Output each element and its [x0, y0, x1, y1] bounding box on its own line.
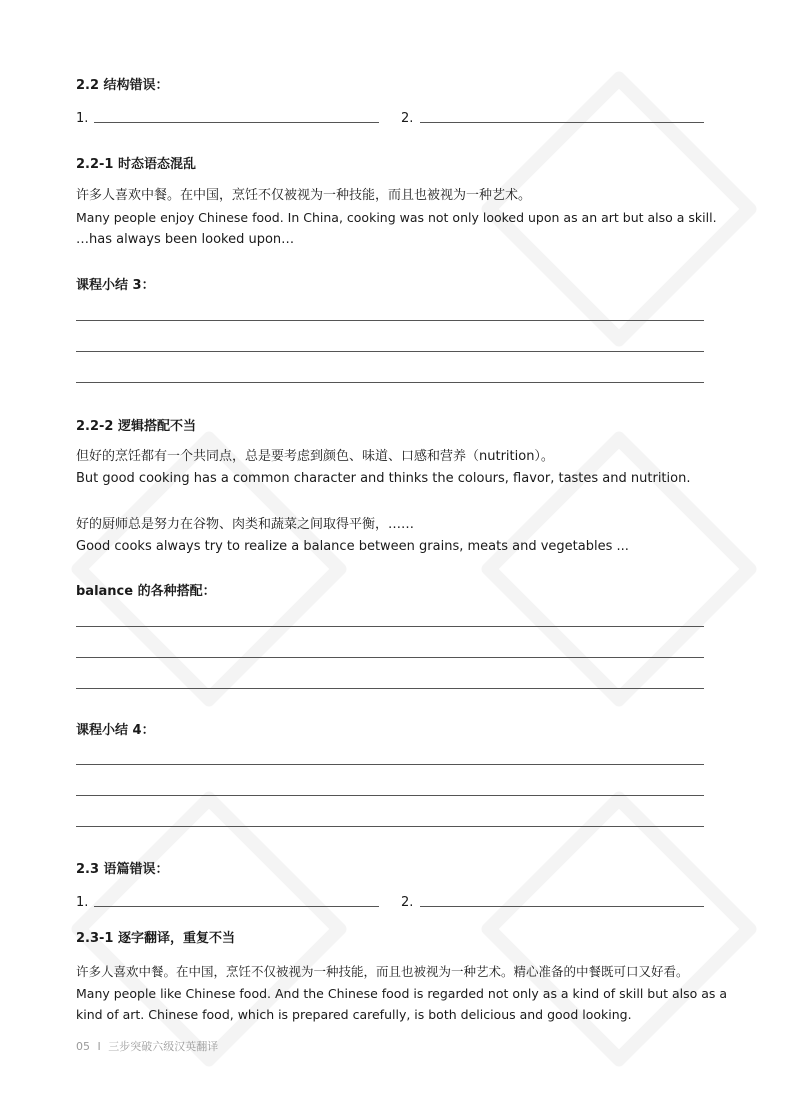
book-title: 三步突破六级汉英翻译	[108, 1040, 219, 1053]
example-english-2: Good cooks always try to realize a balance between grains, meats and vegetables ...	[76, 539, 629, 554]
summary-3-line[interactable]	[76, 382, 704, 383]
example-english: Many people enjoy Chinese food. In China, cooking was not only looked upon as an art but also a skill.	[76, 210, 717, 225]
summary-4-heading: 课程小结 4：	[76, 723, 155, 738]
balance-line[interactable]	[76, 626, 704, 627]
example-english-1: But good cooking has a common character and thinks the colours, flavor, tastes and nutrition.	[76, 471, 691, 486]
watermark-shape	[479, 789, 759, 1069]
blank-label-3: 1.	[76, 895, 89, 910]
example-note: …has always been looked upon…	[76, 232, 295, 247]
blank-label-2: 2.	[401, 111, 414, 126]
summary-4-line[interactable]	[76, 795, 704, 796]
example-english-line-2: kind of art. Chinese food, which is prepared carefully, is both delicious and good looking.	[76, 1007, 632, 1022]
page-footer	[76, 1038, 218, 1054]
example-chinese-1: 但好的烹饪都有一个共同点，总是要考虑到颜色、味道、口感和营养（nutrition）。	[76, 449, 554, 464]
summary-4-line[interactable]	[76, 826, 704, 827]
balance-heading: balance 的各种搭配：	[76, 584, 216, 599]
section-heading-2-2-2: 2.2-2 逻辑搭配不当	[76, 419, 196, 434]
section-heading-2-3: 2.3 语篇错误：	[76, 862, 169, 877]
example-english-line-1: Many people like Chinese food. And the Chinese food is regarded not only as a kind of skill but also as a	[76, 986, 728, 1001]
summary-3-line[interactable]	[76, 351, 704, 352]
blank-line-1[interactable]	[94, 122, 379, 123]
balance-line[interactable]	[76, 688, 704, 689]
blank-line-3[interactable]	[94, 906, 379, 907]
example-chinese: 许多人喜欢中餐。在中国，烹饪不仅被视为一种技能，而且也被视为一种艺术。精心准备的中餐既可口又好看。	[76, 964, 689, 979]
balance-line[interactable]	[76, 657, 704, 658]
blank-line-2[interactable]	[420, 122, 704, 123]
summary-3-line[interactable]	[76, 320, 704, 321]
summary-3-heading: 课程小结 3：	[76, 278, 155, 293]
example-chinese-2: 好的厨师总是努力在谷物、肉类和蔬菜之间取得平衡，……	[76, 517, 415, 532]
blank-line-4[interactable]	[420, 906, 704, 907]
page-number: 05	[76, 1040, 90, 1053]
summary-4-line[interactable]	[76, 764, 704, 765]
section-heading-2-2-1: 2.2-1 时态语态混乱	[76, 157, 196, 172]
blank-label-4: 2.	[401, 895, 414, 910]
example-chinese: 许多人喜欢中餐。在中国，烹饪不仅被视为一种技能，而且也被视为一种艺术。	[76, 188, 532, 203]
section-heading-2-2: 2.2 结构错误：	[76, 78, 169, 93]
footer-separator: I	[97, 1040, 101, 1053]
section-heading-2-3-1: 2.3-1 逐字翻译，重复不当	[76, 931, 235, 946]
blank-label-1: 1.	[76, 111, 89, 126]
